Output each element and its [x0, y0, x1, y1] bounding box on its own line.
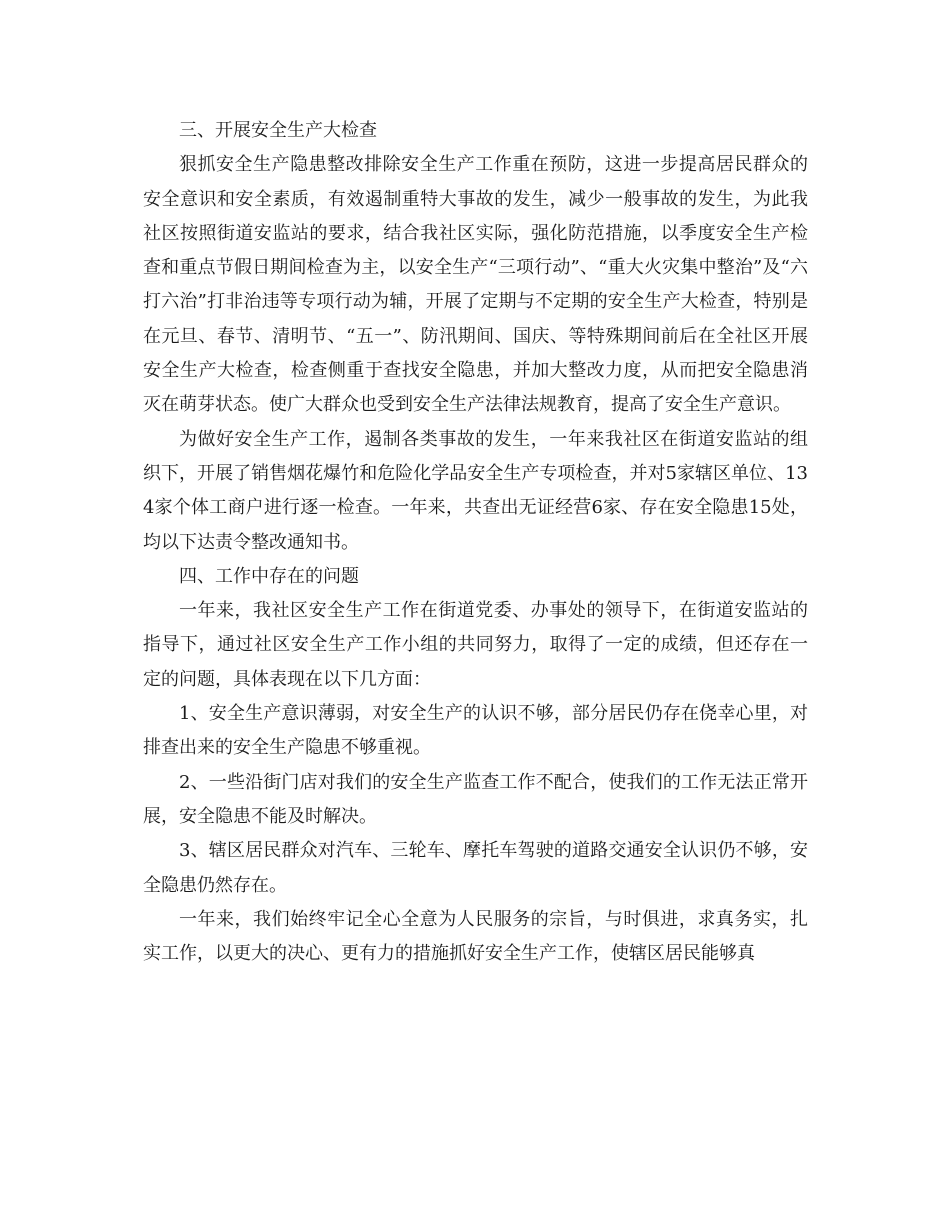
- section-heading-4: 四、工作中存在的问题: [179, 565, 359, 587]
- paragraph-problem-1: 1、安全生产意识薄弱，对安全生产的认识不够，部分居民仍存在侥幸心里，对排查出来的安全生产隐患不够重视。: [143, 703, 808, 759]
- paragraph-inspection: 狠抓安全生产隐患整改排除安全生产工作重在预防，这进一步提高居民群众的安全意识和安全素质，有效遏制重特大事故的发生，减少一般事故的发生，为此我社区按照街道安监站的要求，结合我社区实际，强化防范措施，以季度安全生产检查和重点节假日期间检查为主，以安全生产“三项行动”、“重大火灾集中整治”及“六打六治”打非治违等专项行动为辅，开展了定期与不定期的安全生产大检查，特别是在元旦、春节、清明节、“五一”、防汛期间、国庆、等特殊期间前后在全社区开展安全生产大检查，检查侧重于查找安全隐患，并加大整改力度，从而把安全隐患消灭在萌芽状态。使广大群众也受到安全生产法律法规教育，提高了安全生产意识。: [143, 154, 808, 416]
- paragraph-special-inspection: 为做好安全生产工作，遏制各类事故的发生，一年来我社区在街道安监站的组织下，开展了销售烟花爆竹和危险化学品安全生产专项检查，并对5家辖区单位、134家个体工商户进行逐一检查。一年来，共查出无证经营6家、存在安全隐患15处，均以下达责令整改通知书。: [143, 428, 808, 553]
- section-heading-3: 三、开展安全生产大检查: [179, 120, 377, 141]
- document-body: [143, 114, 808, 971]
- paragraph-problem-2: 2、一些沿街门店对我们的安全生产监查工作不配合，使我们的工作无法正常开展，安全隐患不能及时解决。: [143, 771, 808, 827]
- paragraph-problem-3: 3、辖区居民群众对汽车、三轮车、摩托车驾驶的道路交通安全认识仍不够，安全隐患仍然存在。: [143, 840, 808, 896]
- paragraph-conclusion: 一年来，我们始终牢记全心全意为人民服务的宗旨，与时俱进，求真务实，扎实工作，以更大的决心、更有力的措施抓好安全生产工作，使辖区居民能够真: [143, 908, 808, 965]
- paragraph-problems-intro: 一年来，我社区安全生产工作在街道党委、办事处的领导下，在街道安监站的指导下，通过社区安全生产工作小组的共同努力，取得了一定的成绩，但还存在一定的问题，具体表现在以下几方面：: [143, 600, 808, 690]
